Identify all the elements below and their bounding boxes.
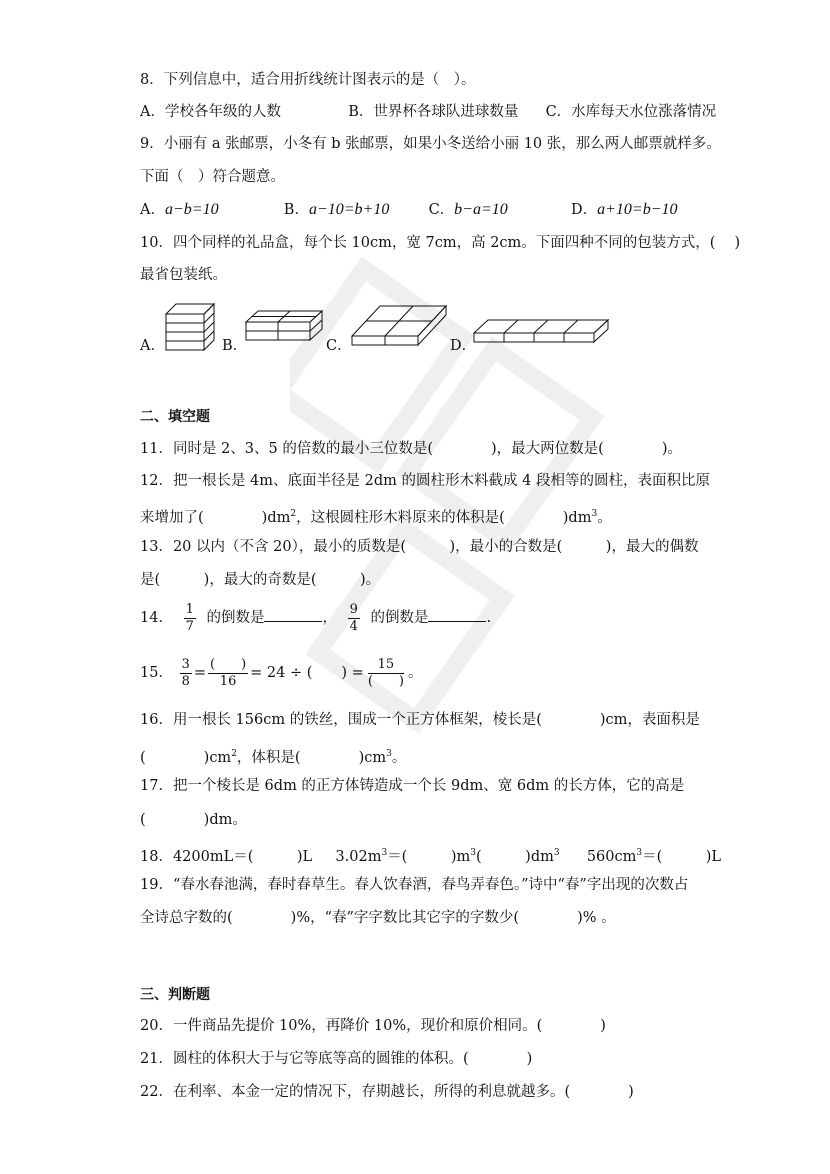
q14-text-2: 的倒数是 [370,610,429,626]
q10-stem-line2: 最省包装纸。 [140,267,227,283]
q14-fraction-2-denominator: 4 [349,618,358,634]
q18-part-e: 560cm [586,848,637,865]
q10-option-c-label: C． [326,338,352,354]
q18-part-b: 3.02m [335,848,382,865]
q14-separator: ， [322,610,337,626]
q16-line2 [140,744,406,768]
q8-options [140,102,716,122]
q18-part-c: ＝( )m [387,848,471,865]
q14-fraction-1 [184,602,196,635]
q8-option-c: C．水库每天水位涨落情况 [545,104,717,120]
q9-stem-line2: 下面（ ）符合题意。 [140,169,285,185]
q15-fraction-3-denominator: ( ) [367,673,404,689]
q9-option-d-label: D． [570,202,598,218]
q9-option-c-label: C． [428,202,455,218]
q9-option-a-label: A． [140,202,165,218]
q12-line2-part-b: ，这根圆柱形木料原来的体积是( )dm [296,509,592,526]
q8-option-a: A．学校各年级的人数 [140,104,281,120]
q14-fraction-2 [348,602,360,635]
q14-fraction-1-denominator: 7 [185,618,194,634]
q13-line1: 13．20 以内（不含 20），最小的质数是( )，最小的合数是( )，最大的偶数 [140,539,699,555]
q10-option-b-label: B． [222,338,248,354]
q15-number: 15． [140,665,173,681]
q14-number: 14． [140,610,173,626]
q14-answer-blank-2[interactable] [428,607,486,622]
section-2-title: 二、填空题 [140,409,210,425]
q18-part-d: ( )dm [476,848,554,865]
q10-option-a-label: A． [140,338,165,354]
q8-option-b: B．世界杯各球队进球数量 [348,104,519,120]
q9-option-b-label: B． [283,202,309,218]
q10-figure-flat-row [470,316,612,346]
q9-option-c-expr: b−a=10 [454,201,508,218]
q12-sup-area: 2 [290,509,297,519]
q18-sup-c: 3 [470,848,476,858]
q10-stem-line1: 10．四个同样的礼品盒，每个长 10cm，宽 7cm，高 2cm。下面四种不同的包装方式，( ) [140,235,741,251]
q15-fraction-2 [208,657,248,690]
q9-option-d-expr: a+10=b−10 [597,201,678,218]
q12-line2-part-a: 来增加了( )dm [140,509,291,526]
q15-end: 。 [407,665,423,681]
q14 [140,600,491,636]
q14-text-1: 的倒数是 [206,610,265,626]
q16-line2-part-b: ，体积是( )cm [236,749,387,766]
q9-option-a-expr: a−b=10 [164,201,219,218]
q18-part-a: 18．4200mL＝( )L [140,848,313,865]
q12-line2-part-c: 。 [597,509,612,526]
q15-fraction-1-denominator: 8 [181,673,190,689]
q15-fraction-2-numerator: ( ) [210,656,247,672]
q18-sup-e: 3 [636,848,643,858]
q16-line1: 16．用一根长 156cm 的铁丝，围成一个正方体框架，棱长是( )cm，表面积是 [140,712,700,728]
section-3-title: 三、判断题 [140,987,210,1003]
q22: 22．在利率、本金一定的情况下，存期越长，所得的利息就越多。( ) [140,1084,634,1100]
q20: 20．一件商品先提价 10%，再降价 10%，现价和原价相同。( ) [140,1018,606,1034]
q14-end: . [486,610,492,626]
q12-line1: 12．把一根长是 4m、底面半径是 2dm 的圆柱形木料截成 4 段相等的圆柱，表面积比原 [140,473,710,489]
q18 [140,843,721,867]
q18-part-f: ＝( )L [642,848,722,865]
q16-line2-part-c: 。 [391,749,407,766]
q15-equals-1: = [193,665,206,681]
q14-fraction-2-numerator: 9 [349,601,358,617]
q16-sup-volume: 3 [386,749,392,759]
q9-stem-line1: 9．小丽有 a 张邮票，小冬有 b 张邮票，如果小冬送给小丽 10 张，那么两人邮票就样多。 [140,136,721,152]
q15-fraction-3-numerator: 15 [368,657,404,674]
q18-sup-b: 3 [381,848,388,858]
q17-line2: ( )dm。 [140,812,247,828]
q9-option-b-expr: a−10=b+10 [308,201,390,218]
q15 [140,655,422,691]
q10-figure-flat-square [348,302,450,348]
q10-figure-two-by-two [242,308,326,344]
q14-fraction-1-numerator: 1 [185,601,194,617]
q18-sup-d: 3 [553,848,560,858]
q13-line2: 是( )，最大的奇数是( )。 [140,572,381,588]
q16-sup-area: 2 [231,749,237,759]
q14-answer-blank-1[interactable] [264,607,322,622]
q12-line2 [140,504,612,528]
q15-middle-expr: = 24 ÷ ( ) = [250,665,364,681]
q15-fraction-3 [368,657,404,690]
q10-option-d-label: D． [450,338,477,354]
q9-options [140,200,678,220]
q11: 11．同时是 2、3、5 的倍数的最小三位数是( )，最大两位数是( )。 [140,441,682,457]
q17-line1: 17．把一个棱长是 6dm 的正方体铸造成一个长 9dm、宽 6dm 的长方体，它的高是 [140,778,685,794]
q16-line2-part-a: ( )cm [140,749,232,766]
q19-line1: 19．“春水春池满，春时春草生。春人饮春酒，春鸟弄春色。”诗中“春”字出现的次数占 [140,877,689,893]
q15-fraction-2-denominator: 16 [219,673,237,689]
q15-fraction-1 [180,657,192,690]
q8-stem: 8．下列信息中，适合用折线统计图表示的是（ ）。 [140,72,476,88]
q10-figure-stacked [162,302,218,354]
q21: 21．圆柱的体积大于与它等底等高的圆锥的体积。( ) [140,1051,533,1067]
q19-line2: 全诗总字数的( )%，“春”字字数比其它字的字数少( )% 。 [140,910,616,926]
q15-fraction-1-numerator: 3 [181,656,190,672]
q12-sup-volume: 3 [591,509,598,519]
